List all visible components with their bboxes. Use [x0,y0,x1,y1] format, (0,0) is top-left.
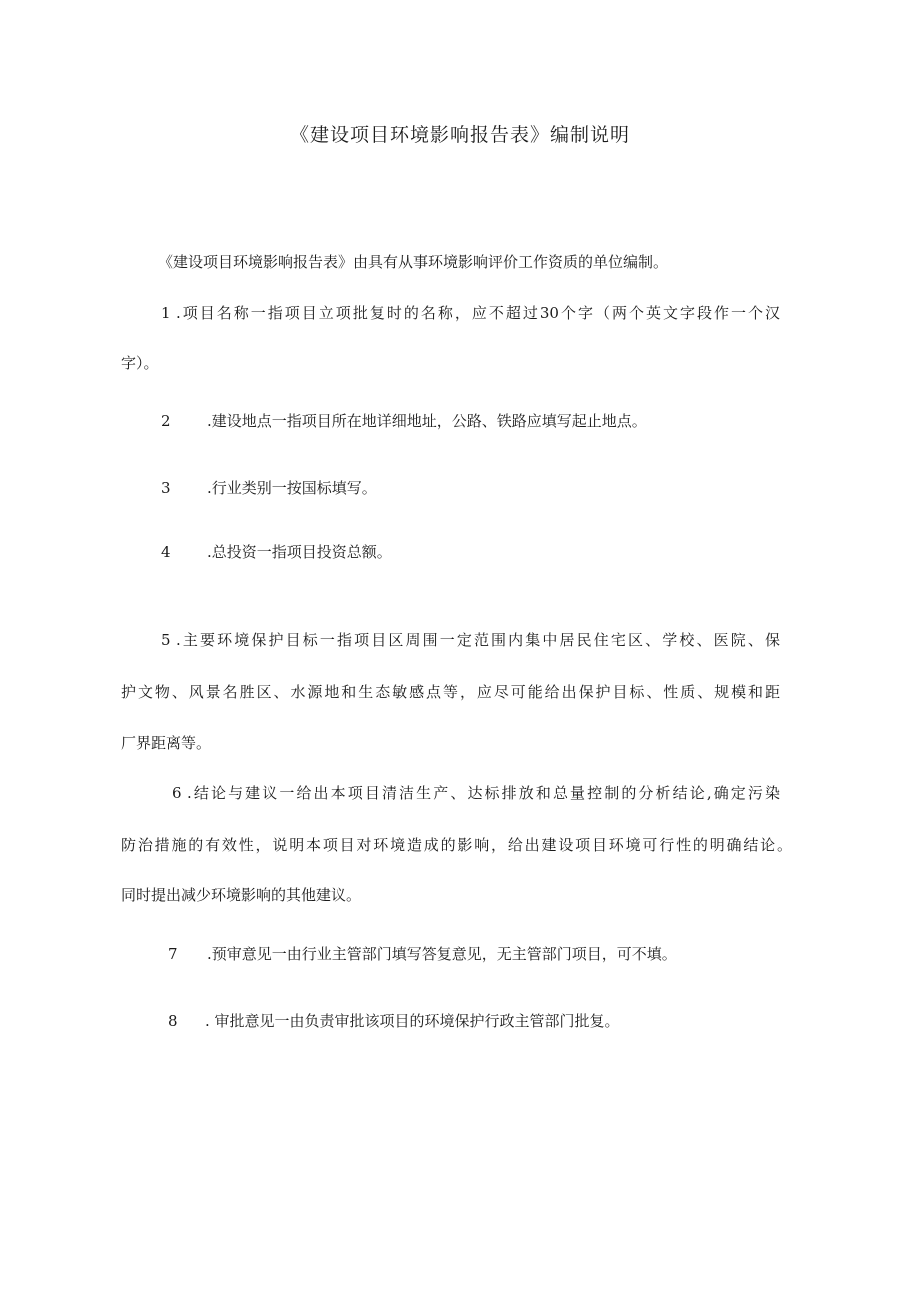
item-4-number: 4 [161,543,171,561]
item-6-line-3: 同时提出减少环境影响的其他建议。 [121,886,362,904]
item-4-line-1: .总投资一指项目投资总额。 [207,543,392,561]
item-6-line-1: .结论与建议一给出本项目清洁生产、达标排放和总量控制的分析结论,确定污染 [187,784,780,802]
item-6-line-2: 防治措施的有效性，说明本项目对环境造成的影响，给出建设项目环境可行性的明确结论。 [121,836,792,854]
item-7-line-1: .预审意见一由行业主管部门填写答复意见，无主管部门项目，可不填。 [207,945,677,963]
item-2-line-1: .建设地点一指项目所在地详细地址，公路、铁路应填写起止地点。 [207,412,647,430]
intro-paragraph: 《建设项目环境影响报告表》由具有从事环境影响评价工作资质的单位编制。 [158,253,669,271]
item-6-number: 6 [172,784,182,802]
item-7-number: 7 [168,945,178,963]
item-2-number: 2 [161,412,171,430]
item-1-line-2: 字）。 [121,354,159,372]
item-5-line-2: 护文物、风景名胜区、水源地和生态敏感点等，应尽可能给出保护目标、性质、规模和距 [121,683,780,701]
item-8-number: 8 [168,1012,178,1030]
item-8-line-1: . 审批意见一由负责审批该项目的环境保护行政主管部门批复。 [205,1012,620,1030]
item-3-number: 3 [161,479,171,497]
item-5-line-1: .主要环境保护目标一指项目区周围一定范围内集中居民住宅区、学校、医院、保 [176,631,780,649]
document-title: 《建设项目环境影响报告表》编制说明 [289,124,630,146]
item-1-number: 1 [161,304,171,322]
item-1-line-1: .项目名称一指项目立项批复时的名称，应不超过30个字（两个英文字段作一个汉 [176,304,780,322]
item-3-line-1: .行业类别一按国标填写。 [207,479,377,497]
item-5-number: 5 [161,631,171,649]
item-5-line-3: 厂界距离等。 [121,734,212,752]
